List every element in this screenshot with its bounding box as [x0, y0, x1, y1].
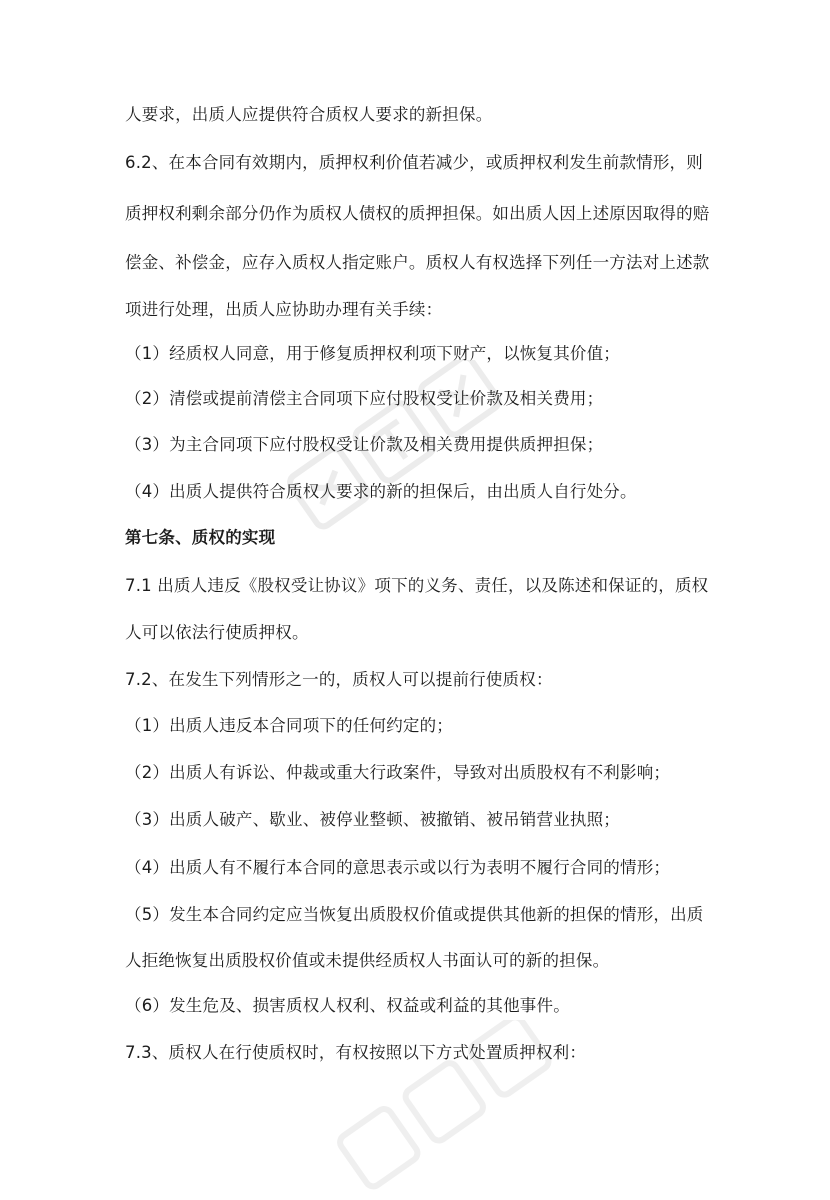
paragraph-line: 人拒绝恢复出质股权价值或未提供经质权人书面认可的新的担保。: [125, 951, 610, 970]
list-item: （6）发生危及、损害质权人权利、权益或利益的其他事件。: [125, 996, 570, 1015]
clause-7-3-line: 7.3、质权人在行使质权时，有权按照以下方式处置质押权利：: [125, 1043, 587, 1062]
list-item: （3）为主合同项下应付股权受让价款及相关费用提供质押担保；: [125, 435, 604, 454]
paragraph-line: 项进行处理，出质人应协助办理有关手续：: [125, 300, 443, 319]
list-item: （5）发生本合同约定应当恢复出质股权价值或提供其他新的担保的情形，出质: [125, 905, 704, 924]
section-heading: 第七条、质权的实现: [125, 528, 276, 547]
list-item: （4）出质人有不履行本合同的意思表示或以行为表明不履行合同的情形；: [125, 858, 671, 877]
clause-7-2-line: 7.2、在发生下列情形之一的，质权人可以提前行使质权：: [125, 670, 553, 689]
paragraph-line: 人可以依法行使质押权。: [125, 623, 309, 642]
paragraph-line: 偿金、补偿金，应存入质权人指定账户。质权人有权选择下列任一方法对上述款: [125, 253, 710, 272]
clause-6-2-line: 6.2、在本合同有效期内，质押权利价值若减少，或质押权利发生前款情形，则: [125, 153, 703, 172]
list-item: （1）出质人违反本合同项下的任何约定的；: [125, 716, 453, 735]
paragraph-line: 人要求，出质人应提供符合质权人要求的新担保。: [125, 105, 493, 124]
paragraph-line: 质押权利剩余部分仍作为质权人债权的质押担保。如出质人因上述原因取得的赔: [125, 204, 710, 223]
list-item: （2）出质人有诉讼、仲裁或重大行政案件，导致对出质股权有不利影响；: [125, 763, 671, 782]
list-item: （4）出质人提供符合质权人要求的新的担保后，由出质人自行处分。: [125, 482, 637, 501]
clause-7-1-line: 7.1 出质人违反《股权受让协议》项下的义务、责任，以及陈述和保证的，质权: [125, 576, 709, 595]
list-item: （2）清偿或提前清偿主合同项下应付股权受让价款及相关费用；: [125, 389, 604, 408]
list-item: （3）出质人破产、歇业、被停业整顿、被撤销、被吊销营业执照；: [125, 810, 620, 829]
list-item: （1）经质权人同意，用于修复质押权利项下财产，以恢复其价值；: [125, 344, 620, 363]
